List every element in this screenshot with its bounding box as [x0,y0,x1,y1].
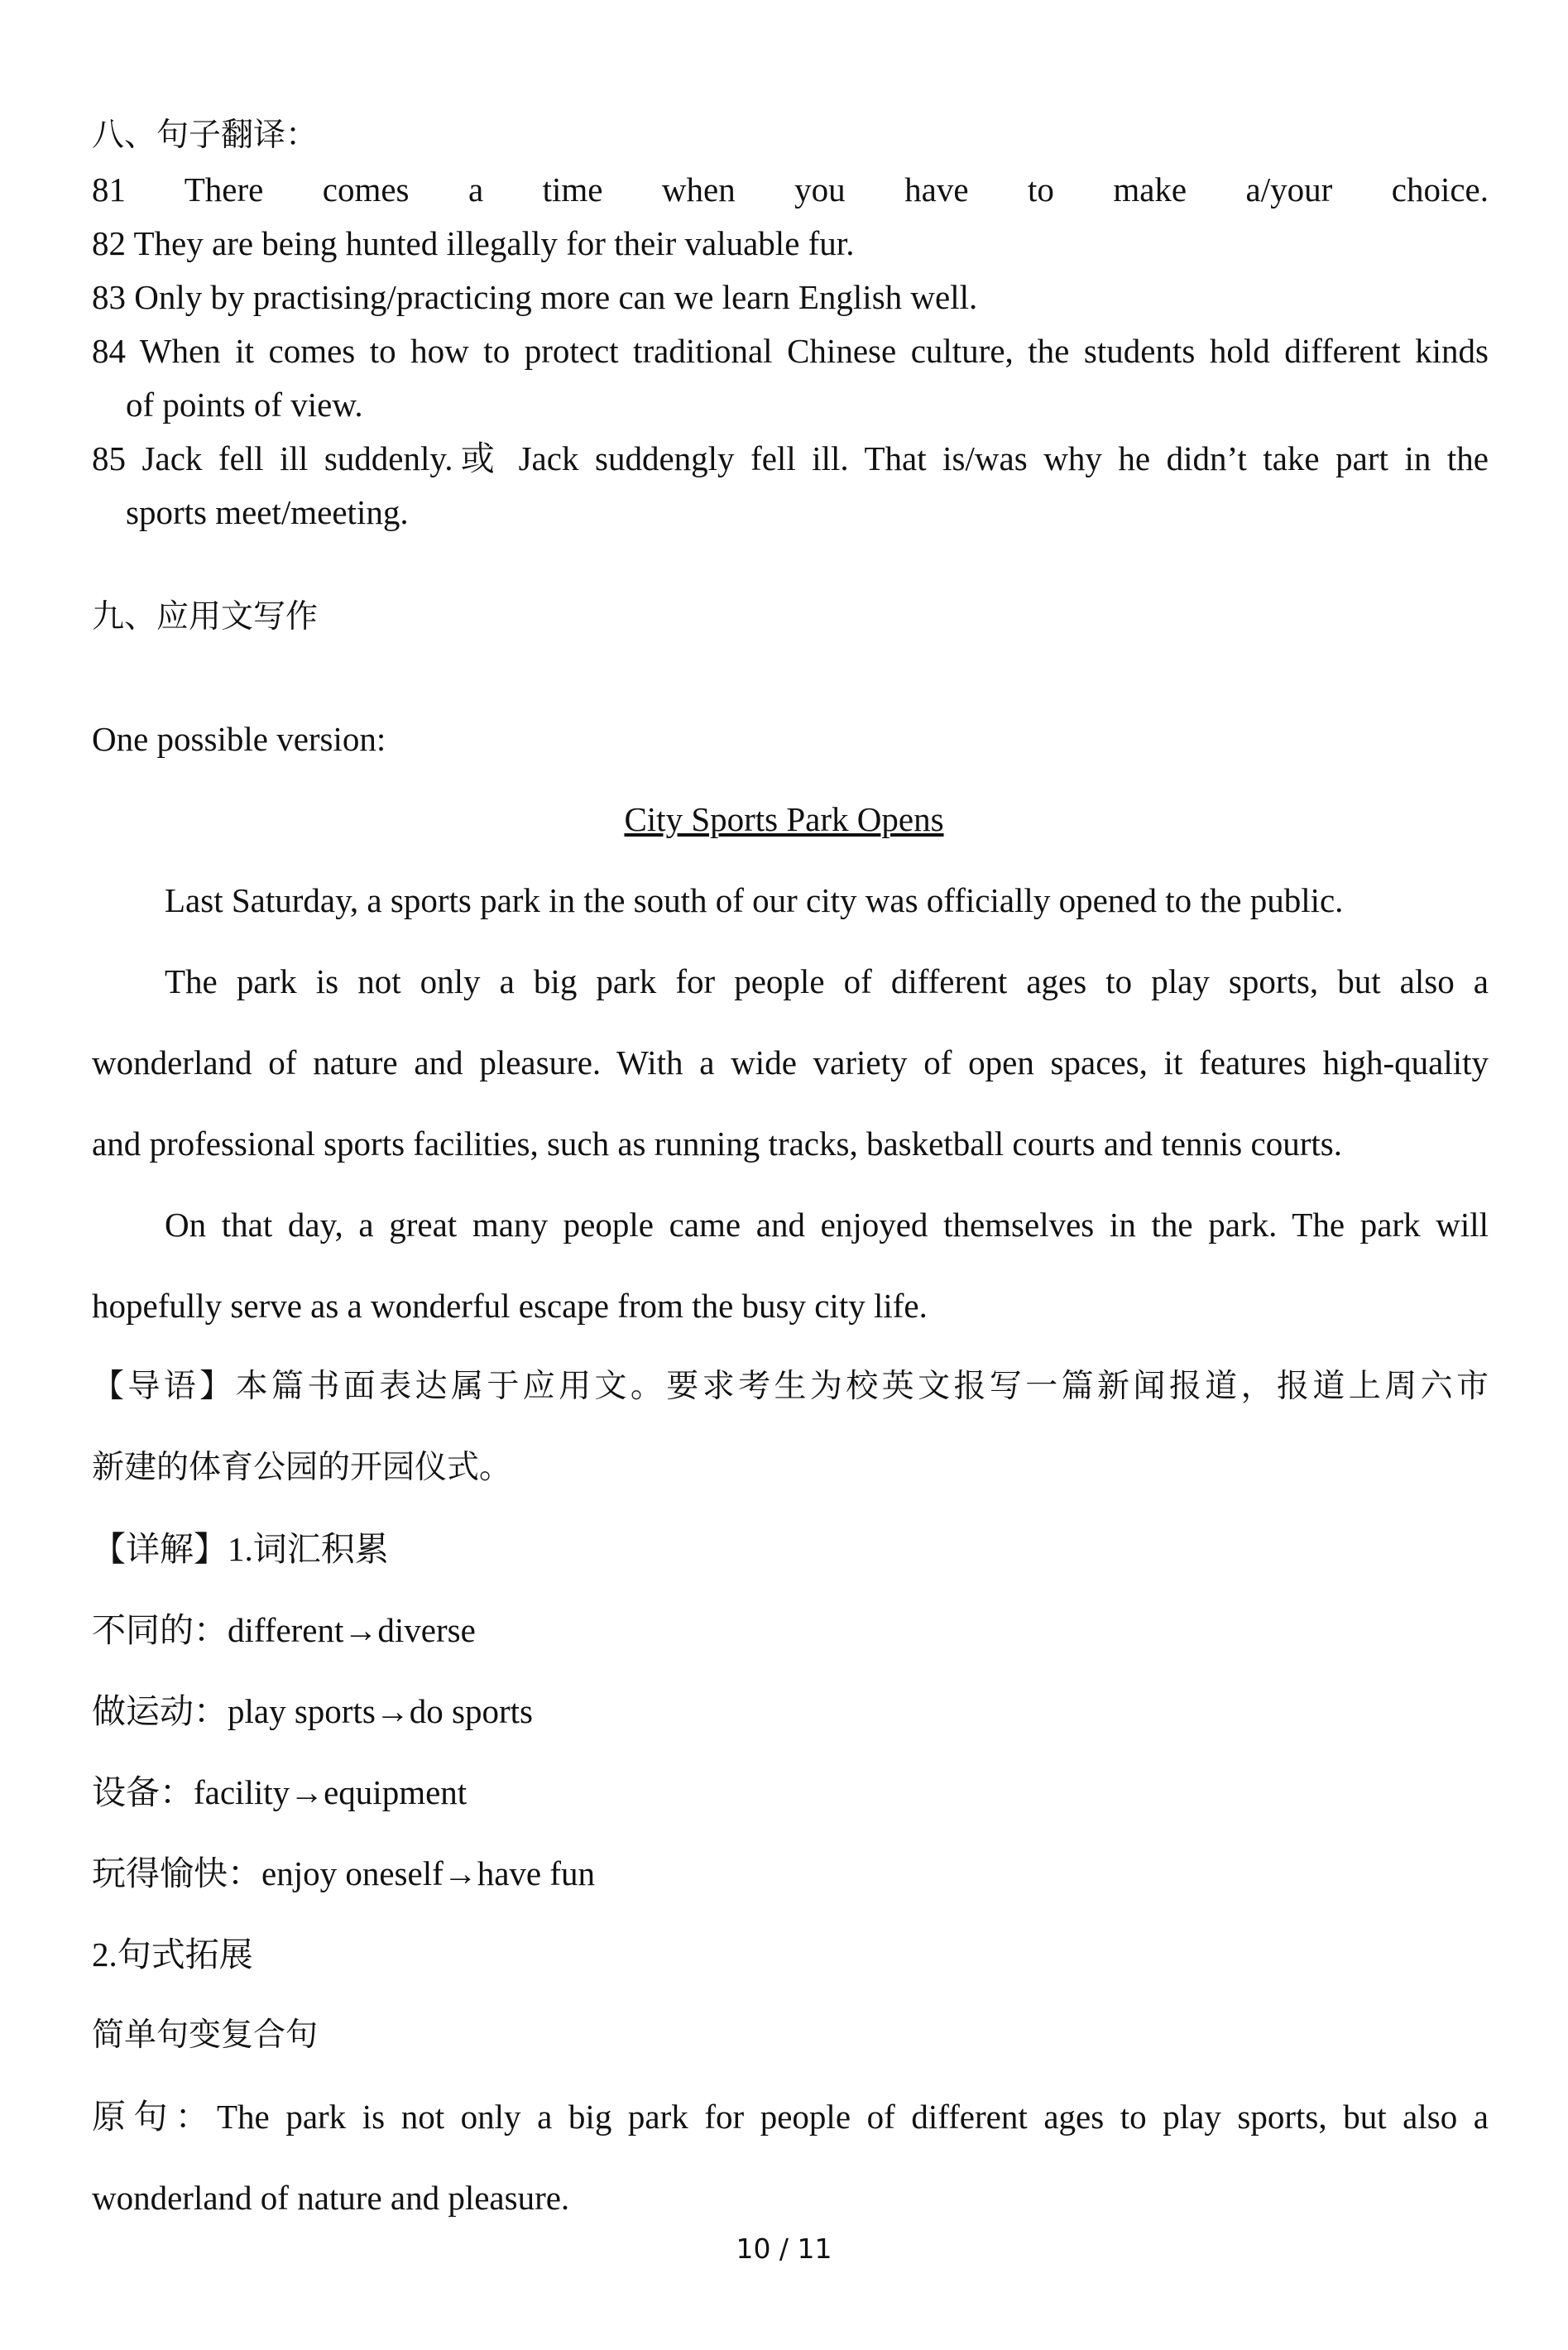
vocab-item-4: 玩得愉快：enjoy oneself→have fun [92,1854,596,1892]
sentence-82: 82 They are being hunted illegally for their valuable fur. [92,224,855,262]
section-8-heading: 八、句子翻译： [92,117,319,154]
essay-paragraph-3-line-1: On that day, a great many people came and enjoyed themselves in the park. The park will [165,1206,1489,1244]
guide-line-2: 新建的体育公园的开园仪式。 [92,1449,512,1486]
essay-paragraph-2-line-2: wonderland of nature and pleasure. With a wide variety of open spaces, it features high-quality [92,1043,1489,1081]
sentence-85: 85 Jack fell ill suddenly.或 Jack suddengly fell ill. That is/was why he didn’t take part in the [92,439,1489,477]
sentence-85-continued: sports meet/meeting. [126,493,409,531]
essay-paragraph-3-line-2: hopefully serve as a wonderful escape from the busy city life. [92,1287,928,1325]
original-sentence-line-1: 原句：The park is not only a big park for people of different ages to play sports, but also a [92,2098,1489,2136]
vocab-item-2: 做运动：play sports→do sports [92,1692,533,1730]
sentence-83: 83 Only by practising/practicing more can we learn English well. [92,278,978,316]
pattern-heading: 2.句式拓展 [92,1935,253,1974]
vocab-item-3: 设备：facility→equipment [92,1773,468,1811]
detail-heading: 【详解】1.词汇积累 [92,1530,389,1568]
original-sentence-line-2: wonderland of nature and pleasure. [92,2179,570,2217]
sentence-84: 84 When it comes to how to protect traditional Chinese culture, the students hold different kinds [92,332,1489,370]
essay-paragraph-2-line-3: and professional sports facilities, such as running tracks, basketball courts and tennis courts. [92,1125,1342,1163]
page-number: 10 / 11 [736,2232,832,2265]
sentence-81: 81 There comes a time when you have to make a/your choice. [92,170,1489,209]
sentence-84-continued: of points of view. [126,386,363,424]
essay-paragraph-1: Last Saturday, a sports park in the south of our city was officially opened to the public. [165,881,1344,919]
vocab-item-1: 不同的：different→diverse [92,1611,476,1649]
section-9-heading: 九、应用文写作 [92,598,319,635]
essay-paragraph-2-line-1: The park is not only a big park for people of different ages to play sports, but also a [165,962,1489,1000]
essay-intro: One possible version: [92,720,386,758]
guide-line-1: 【导语】本篇书面表达属于应用文。要求考生为校英文报写一篇新闻报道，报道上周六市 [92,1368,1489,1405]
essay-title: City Sports Park Opens [624,800,944,838]
pattern-subheading: 简单句变复合句 [92,2017,319,2054]
